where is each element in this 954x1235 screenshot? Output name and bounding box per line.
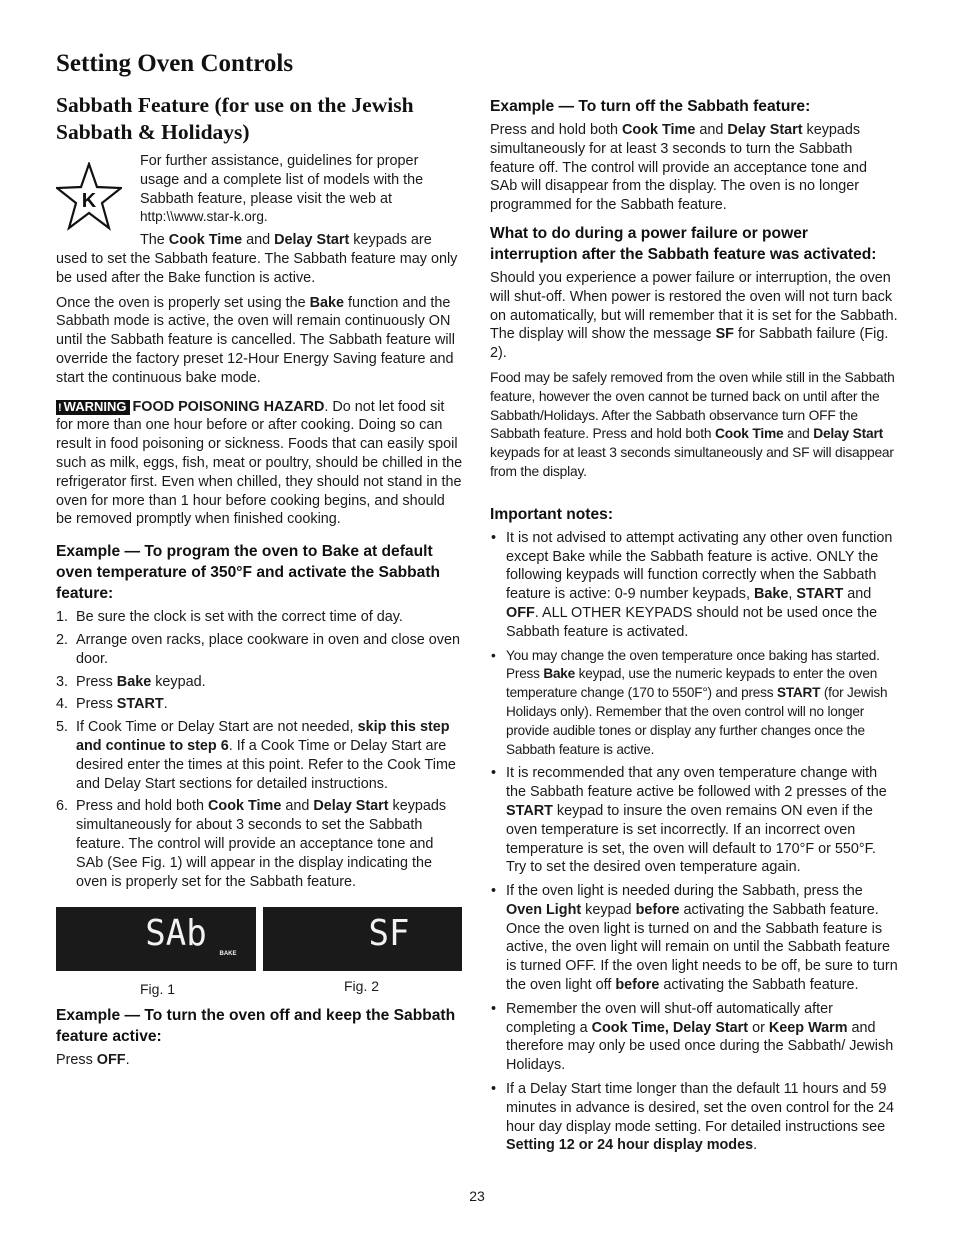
important-notes-list xyxy=(490,529,898,1156)
fig1-caption: Fig. 1 xyxy=(140,981,176,998)
list-item: • It is not advised to attempt activating any other oven function except Bake while the Sabbath feature is active. ONLY the following keypads will function correctly when the Sabbath feature is active: 0-9 number keypads, Bake, START and OFF. ALL OTHER KEYPADS should not be used once the Sabbath feature is activated. xyxy=(491,529,893,640)
list-item: • You may change the oven temperature once baking has started. Press Bake keypad, use the numeric keypads to enter the oven temperature change (170 to 550F°) and press START (for Jewish Holidays only). Remember that the oven control will no longer provide audible tones or display any further changes once the Sabbath feature is active. xyxy=(491,647,888,757)
list-item: • If the oven light is needed during the Sabbath, press the Oven Light keypad before activating the Sabbath feature. Once the oven light is turned on and the Sabbath feature is active, the oven light will remain on until the Sabbath feature is turned OFF. If the oven light needs to be off, be sure to turn the oven light off before activating the Sabbath feature. xyxy=(491,883,898,994)
section-title: Sabbath Feature (for use on the Jewish Sabbath & Holidays) xyxy=(56,93,414,144)
program-steps xyxy=(56,608,464,891)
list-item: 6. Press and hold both Cook Time and Delay Start keypads simultaneously for about 3 seconds to set the Sabbath feature. The control will provide an acceptance tone and SAb (See Fig. 1) will appear in the display indicating the oven is properly set for the Sabbath feature. xyxy=(56,798,447,890)
fig2-display-text: SF xyxy=(368,913,410,955)
power-failure-paragraph: Should you experience a power failure or interruption, the oven will shut-off. When power is restored the oven will not turn back on automatically, but will remember that it is set for the Sabbath. The display will show the message SF for Sabbath failure (Fig. 2). xyxy=(490,269,898,362)
power-failure-title: What to do during a power failure or power interruption after the Sabbath feature was activated: xyxy=(490,224,877,263)
bake-indicator: BAKE xyxy=(219,951,237,958)
press-off-text: Press OFF. xyxy=(56,1052,130,1069)
star-k-letter: K xyxy=(81,190,97,212)
list-item: 1. Be sure the clock is set with the correct time of day. xyxy=(56,609,403,626)
right-column xyxy=(490,96,898,1160)
list-item: 3. Press Bake keypad. xyxy=(56,673,206,690)
list-item: 4. Press START. xyxy=(56,696,168,713)
intro-text: For further assistance, guidelines for proper usage and a complete list of models with the Sabbath feature, please visit the web at http:\\www.star-k.org. xyxy=(140,153,424,225)
example-off-title: Example — To turn the oven off and keep the Sabbath feature active: xyxy=(56,1007,456,1046)
list-item: • It is recommended that any oven temperature change with the Sabbath feature active be followed with 2 presses of the START keypad to insure the oven remains ON even if the oven temperature is set incorrectly. If an incorrect oven temperature is set, the oven will default to 170°F or 550°F. Try to set the desired oven temperature again. xyxy=(491,765,887,876)
list-item: • If a Delay Start time longer than the default 11 hours and 59 minutes in advance is desired, set the oven control for the 24 hour day display mode setting. For detailed instructions see Setting 12 or 24 hour display modes. xyxy=(491,1081,894,1154)
sabbath-off-paragraph: Press and hold both Cook Time and Delay Start keypads simultaneously for at least 3 seconds to turn the Sabbath feature off. The control will provide an acceptance tone and SAb will disappear from the display. The oven is no longer programmed for the Sabbath feature. xyxy=(490,122,868,214)
bake-mode-paragraph: Once the oven is properly set using the Bake function and the Sabbath mode is active, the oven will remain continuously ON until the Sabbath feature is cancelled. The Sabbath feature will override the factory preset 12-Hour Energy Saving feature and start the continuous bake mode. xyxy=(56,294,455,386)
warning-badge: ! WARNING xyxy=(56,400,130,415)
left-column xyxy=(56,92,464,1076)
list-item: 2. Arrange oven racks, place cookware in oven and close oven door. xyxy=(56,631,460,667)
fig2-display xyxy=(263,907,462,971)
keypads-paragraph: The Cook Time and Delay Start keypads are used to set the Sabbath feature. The Sabbath feature may only be used after the Bake function is active. xyxy=(56,232,458,286)
food-removal-paragraph: Food may be safely removed from the oven while still in the Sabbath feature, however the oven cannot be turned back on until after the Sabbath/Holidays. After the Sabbath observance turn OFF the Sabbath feature. Press and hold both Cook Time and Delay Start keypads for at least 3 seconds simultaneously and SF will disappear from the display. xyxy=(490,369,895,479)
page-title: Setting Oven Controls xyxy=(56,50,294,77)
fig1-display-text: SAb xyxy=(145,913,207,955)
star-k-icon xyxy=(56,162,122,232)
example-program-title: Example — To program the oven to Bake at default oven temperature of 350°F and activate the Sabbath feature: xyxy=(56,543,441,603)
important-notes-title: Important notes: xyxy=(490,505,614,523)
hazard-label: FOOD POISONING HAZARD xyxy=(132,398,325,415)
star-k-url[interactable]: http:\\www.star-k.org. xyxy=(140,209,268,225)
example-sabbath-off-title: Example — To turn off the Sabbath feature: xyxy=(490,98,811,115)
warning-triangle-icon: ! xyxy=(58,401,62,414)
warning-paragraph: ! WARNING FOOD POISONING HAZARD. Do not let food sit for more than one hour before or after cooking. Doing so can result in food poisoning or sickness. Foods that can easily spoil such as milk, eggs, fish, meat or poultry, should be chilled in the refrigerator first. Even when chilled, they should not stand in the oven for more than 1 hour before cooking begins, and should be removed promptly when finished cooking. xyxy=(56,398,463,528)
list-item: 5. If Cook Time or Delay Start are not needed, skip this step and continue to step 6. If a Cook Time or Delay Start are desired enter the times at this point. Refer to the Cook Time and Delay Start sections for detailed instructions. xyxy=(56,719,456,792)
fig2-caption: Fig. 2 xyxy=(344,978,380,995)
page-number: 23 xyxy=(469,1188,485,1204)
list-item: • Remember the oven will shut-off automatically after completing a Cook Time, Delay Start or Keep Warm and therefore may only be used once during the Sabbath/ Jewish Holidays. xyxy=(491,1000,894,1074)
display-figures xyxy=(56,907,464,1005)
fig1-display xyxy=(56,907,256,971)
star-k-intro xyxy=(56,152,464,292)
